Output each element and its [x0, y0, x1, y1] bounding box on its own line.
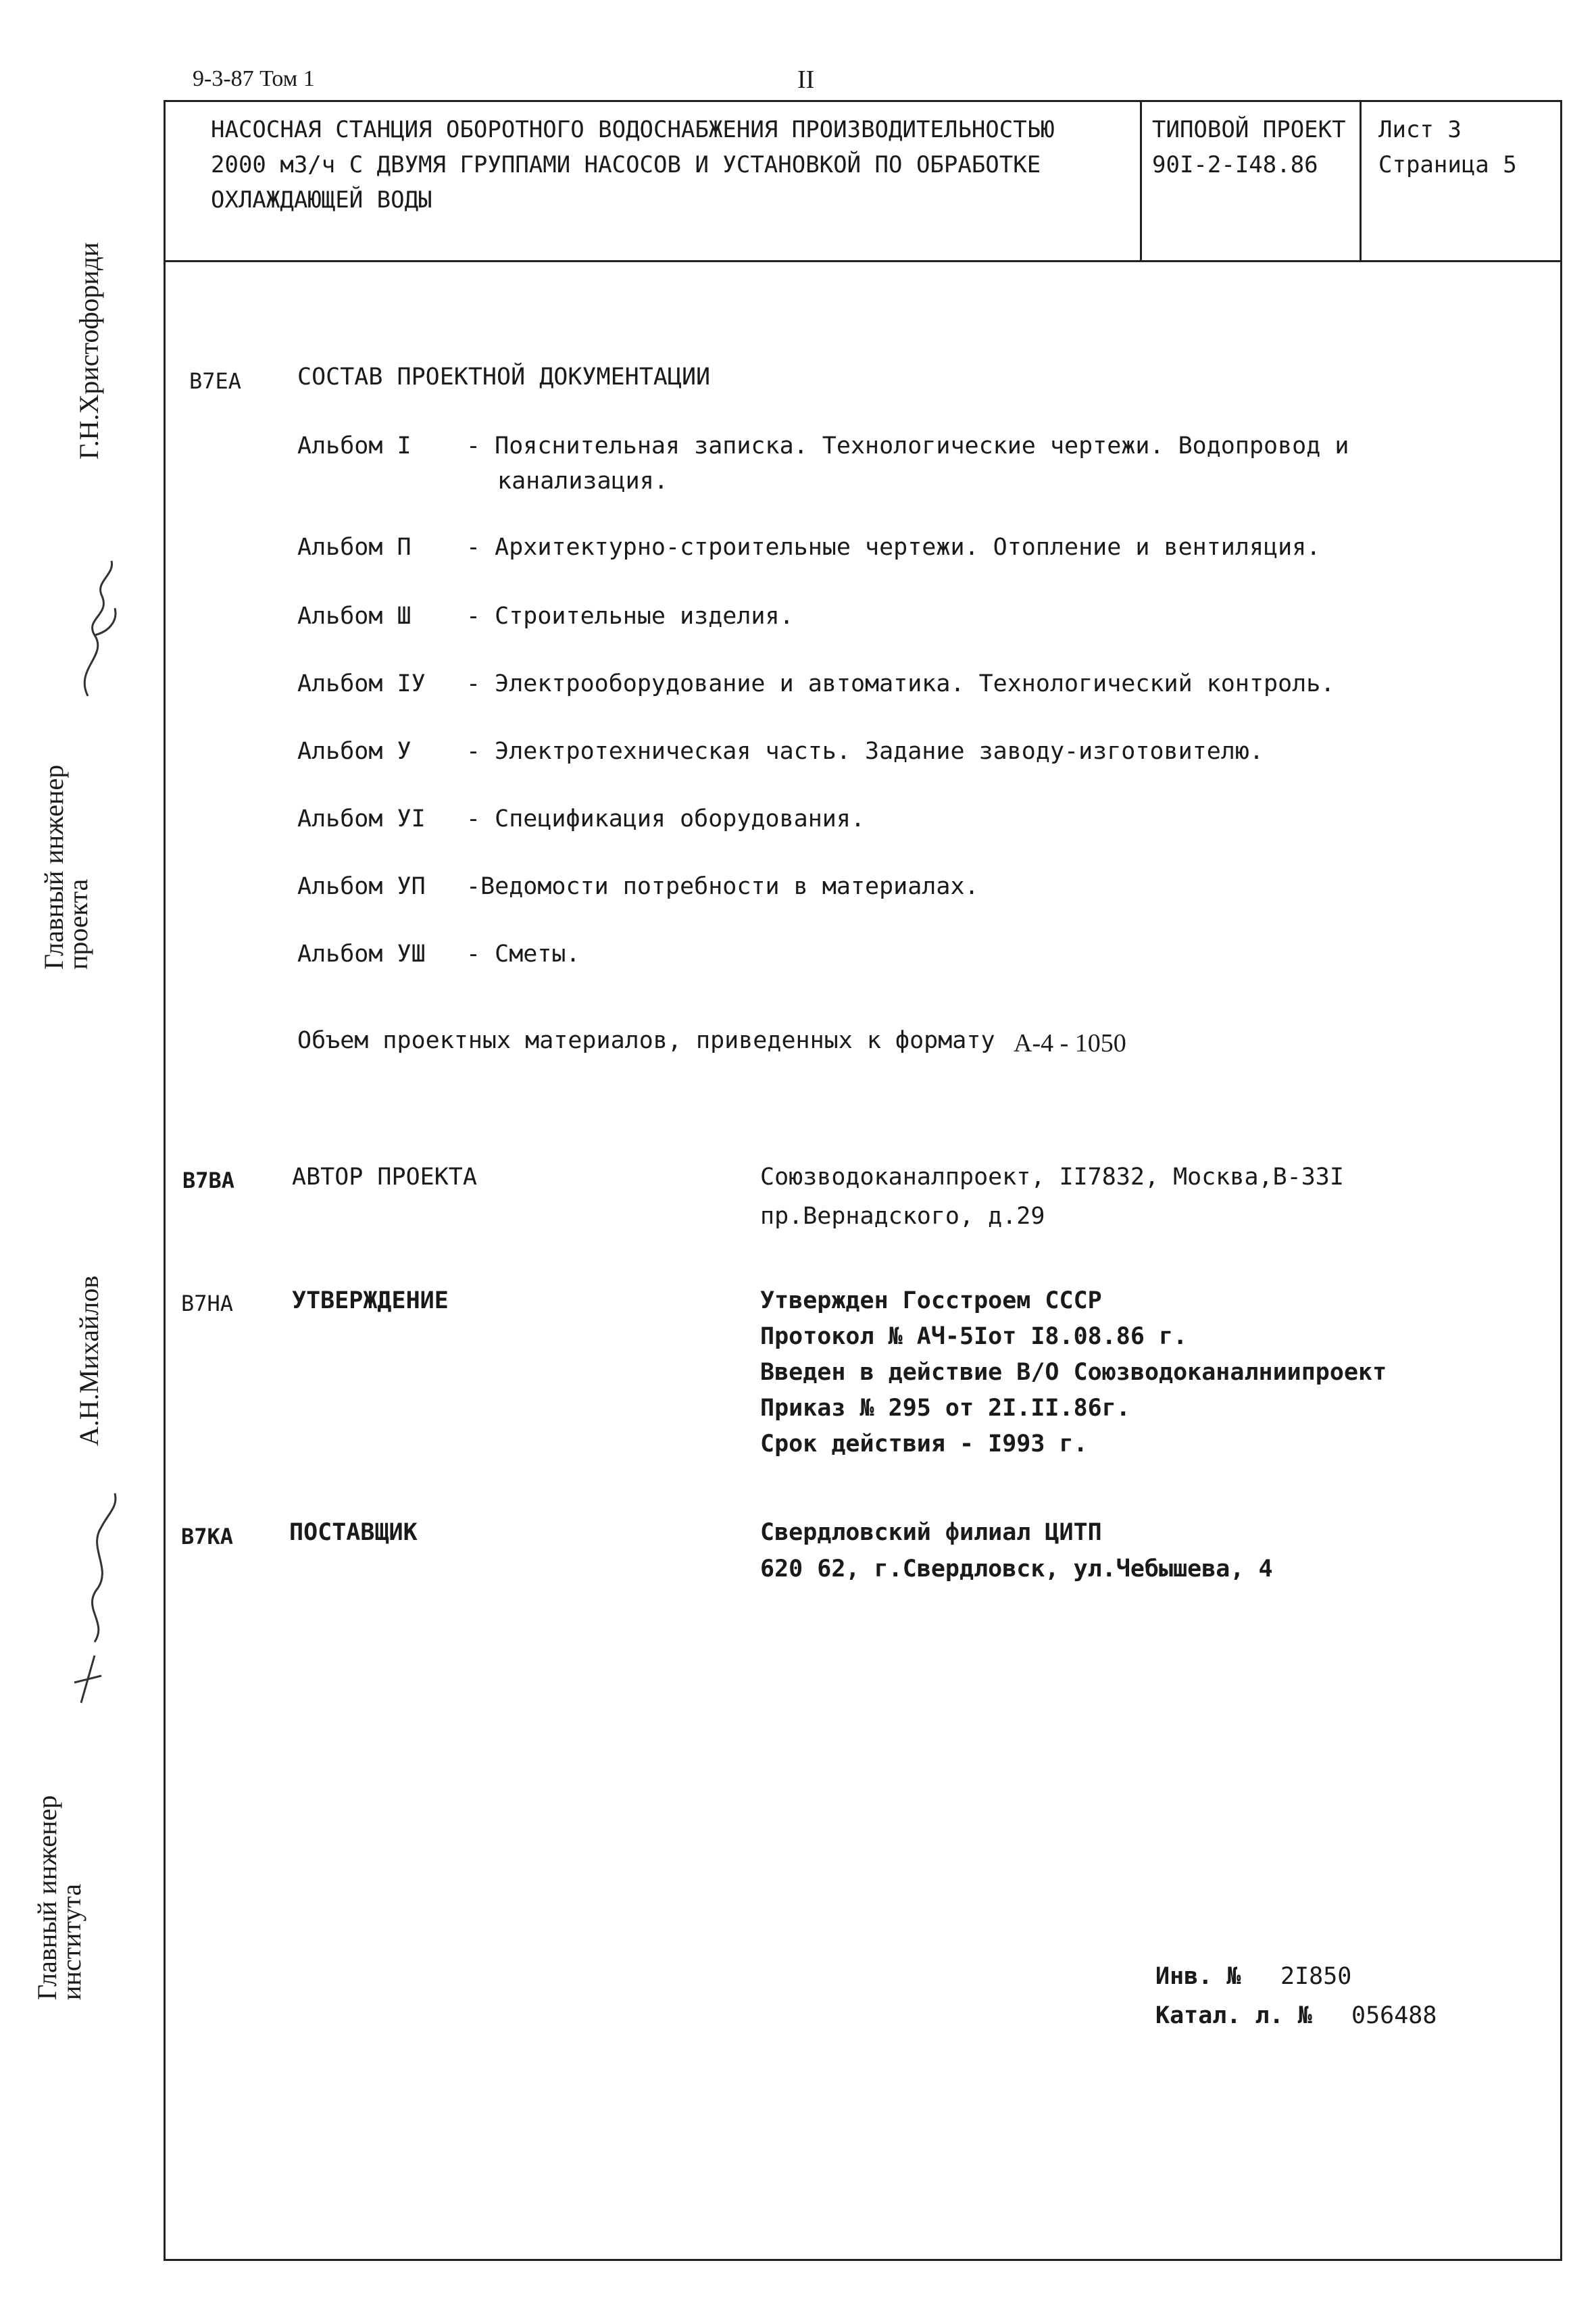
author-label: АВТОР ПРОЕКТА: [292, 1164, 477, 1191]
list-item: [297, 534, 1365, 603]
signature-mid: [54, 1487, 135, 1710]
album-description: - Электрооборудование и автоматика. Технологический контроль.: [466, 670, 1335, 697]
approval-line: Приказ № 295 от 2I.II.86г.: [760, 1395, 1130, 1422]
list-item: [297, 670, 1365, 738]
album-description: - Пояснительная записка. Технологические чертежи. Водопровод и: [466, 432, 1349, 459]
section-heading: СОСТАВ ПРОЕКТНОЙ ДОКУМЕНТАЦИИ: [297, 364, 711, 391]
side-person-top: Г.Н.Христофориди: [74, 242, 104, 459]
supplier-label: ПОСТАВЩИК: [289, 1519, 418, 1546]
side-role-line: Главный инженер: [39, 764, 69, 970]
album-description: - Спецификация оборудования.: [466, 805, 866, 832]
album-name: Альбом I: [297, 432, 412, 459]
sheet-cell: [1378, 112, 1554, 182]
supplier-line: Свердловский филиал ЦИТП: [760, 1519, 1102, 1546]
volume-value: А-4 - 1050: [1014, 1029, 1126, 1057]
album-name: Альбом П: [297, 534, 412, 561]
album-description: -Ведомости потребности в материалах.: [466, 873, 979, 900]
supplier-line: 620 62, г.Свердловск, ул.Чебышева, 4: [760, 1555, 1273, 1583]
list-item: [297, 432, 1365, 534]
approval-line: Введен в действие В/О Союзводоканалниипроект: [760, 1359, 1387, 1386]
side-role-top: [39, 764, 93, 970]
album-name: Альбом IУ: [297, 670, 426, 697]
album-description: - Архитектурно-строительные чертежи. Отопление и вентиляция.: [466, 534, 1321, 561]
catalog-value: 056488: [1351, 2002, 1437, 2029]
side-person-mid: А.Н.Михайлов: [74, 1275, 104, 1446]
album-description: - Строительные изделия.: [466, 603, 794, 630]
title-line: НАСОСНАЯ СТАНЦИЯ ОБОРОТНОГО ВОДОСНАБЖЕНИЯ ПРОИЗВОДИТЕЛЬНОСТЬЮ: [211, 116, 1055, 143]
list-item: [297, 873, 1365, 941]
author-line: Союзводоканалпроект, II7832, Москва,В-33I: [760, 1164, 1344, 1191]
side-role-line: Главный инженер: [32, 1795, 62, 2000]
catalog-label: Катал. л. №: [1155, 2002, 1312, 2029]
signature-top: [47, 554, 128, 703]
title-line: ОХЛАЖДАЮЩЕЙ ВОДЫ: [211, 186, 432, 214]
approval-code: В7НА: [181, 1291, 234, 1316]
approval-line: Утвержден Госстроем СССР: [760, 1287, 1102, 1314]
approval-details: [760, 1287, 1387, 1466]
album-description-cont: канализация.: [497, 468, 668, 495]
album-name: Альбом УI: [297, 805, 426, 832]
author-code: В7ВА: [182, 1168, 235, 1193]
album-list: [297, 432, 1365, 1008]
list-item: [297, 805, 1365, 873]
page-number: II: [797, 66, 815, 94]
approval-line: Срок действия - I993 г.: [760, 1430, 1088, 1458]
album-name: Альбом Ш: [297, 603, 412, 630]
album-name: Альбом УП: [297, 873, 426, 900]
inventory-label: Инв. №: [1155, 1963, 1241, 1990]
page-label: Страница 5: [1378, 151, 1517, 178]
title-line: 2000 м3/ч С ДВУМЯ ГРУППАМИ НАСОСОВ И УСТАНОВКОЙ ПО ОБРАБОТКЕ: [211, 151, 1041, 178]
supplier-code: В7КА: [181, 1524, 234, 1549]
album-name: Альбом У: [297, 738, 412, 765]
side-role-bottom: [32, 1795, 86, 2000]
title-block-divider: [1140, 100, 1142, 262]
album-description: - Сметы.: [466, 941, 580, 968]
section-code: В7ЕА: [189, 368, 242, 394]
document-reference: 9-3-87 Том 1: [193, 66, 315, 91]
side-role-line: института: [56, 1883, 86, 2000]
list-item: [297, 738, 1365, 805]
project-cell: [1152, 112, 1355, 182]
album-name: Альбом УШ: [297, 941, 426, 968]
album-description: - Электротехническая часть. Задание заводу-изготовителю.: [466, 738, 1264, 765]
title-block-divider: [1360, 100, 1362, 262]
sheet-label: Лист 3: [1378, 116, 1462, 143]
approval-line: Протокол № АЧ-5Iот I8.08.86 г.: [760, 1323, 1188, 1350]
inventory-value: 2I850: [1280, 1963, 1352, 1990]
approval-label: УТВЕРЖДЕНИЕ: [292, 1287, 449, 1314]
list-item: [297, 941, 1365, 1008]
project-number: 90I-2-I48.86: [1152, 151, 1318, 178]
side-role-line: проекта: [63, 878, 93, 970]
volume-note: Объем проектных материалов, приведенных к формату: [297, 1027, 995, 1054]
author-line: пр.Вернадского, д.29: [760, 1203, 1045, 1230]
project-label: ТИПОВОЙ ПРОЕКТ: [1152, 116, 1346, 143]
document-title: [211, 112, 1130, 218]
list-item: [297, 603, 1365, 670]
